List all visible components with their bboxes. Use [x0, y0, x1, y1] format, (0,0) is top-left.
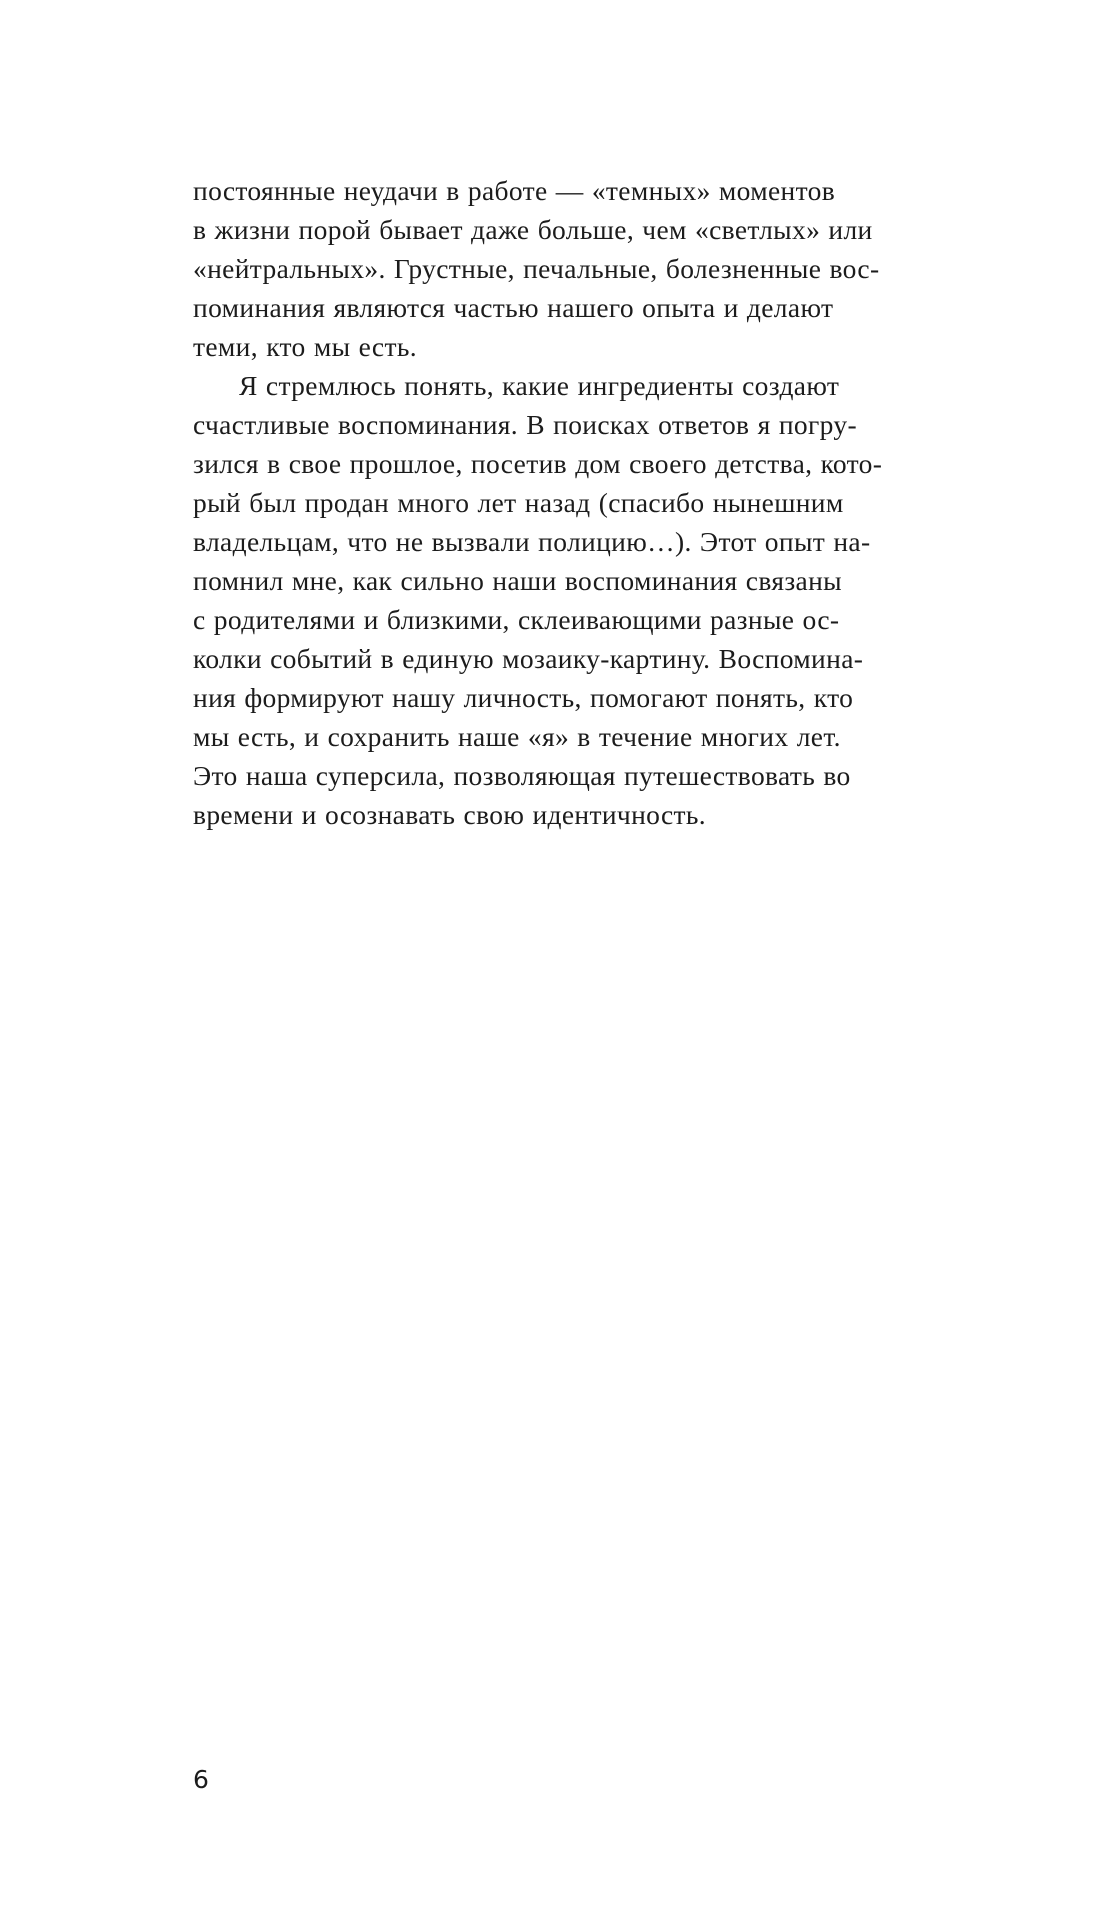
text-line-indented: Я стремлюсь понять, какие ингредиенты создают — [239, 370, 840, 401]
text-line: мы есть, и сохранить наше «я» в течение многих лет. — [193, 721, 841, 752]
paragraph-1 — [193, 171, 993, 366]
text-line: «нейтральных». Грустные, печальные, болезненные вос- — [193, 253, 880, 284]
text-line: помнил мне, как сильно наши воспоминания связаны — [193, 565, 842, 596]
text-line: счастливые воспоминания. В поисках ответов я погру- — [193, 409, 857, 440]
text-line: в жизни порой бывает даже больше, чем «светлых» или — [193, 214, 873, 245]
paragraph-2 — [193, 366, 993, 834]
text-line: поминания являются частью нашего опыта и делают — [193, 292, 834, 323]
text-line: владельцам, что не вызвали полицию…). Этот опыт на- — [193, 526, 871, 557]
text-line: ния формируют нашу личность, помогают понять, кто — [193, 682, 854, 713]
text-line: колки событий в единую мозаику-картину. Воспомина- — [193, 643, 864, 674]
text-line: Это наша суперсила, позволяющая путешествовать во — [193, 760, 851, 791]
text-line: времени и осознавать свою идентичность. — [193, 799, 706, 830]
body-text — [193, 171, 993, 834]
page-number: 6 — [193, 1765, 209, 1794]
text-line: зился в свое прошлое, посетив дом своего детства, кото- — [193, 448, 883, 479]
text-line: рый был продан много лет назад (спасибо нынешним — [193, 487, 844, 518]
text-line: с родителями и близкими, склеивающими разные ос- — [193, 604, 840, 635]
text-line: теми, кто мы есть. — [193, 331, 417, 362]
text-line: постоянные неудачи в работе — «темных» моментов — [193, 175, 836, 206]
